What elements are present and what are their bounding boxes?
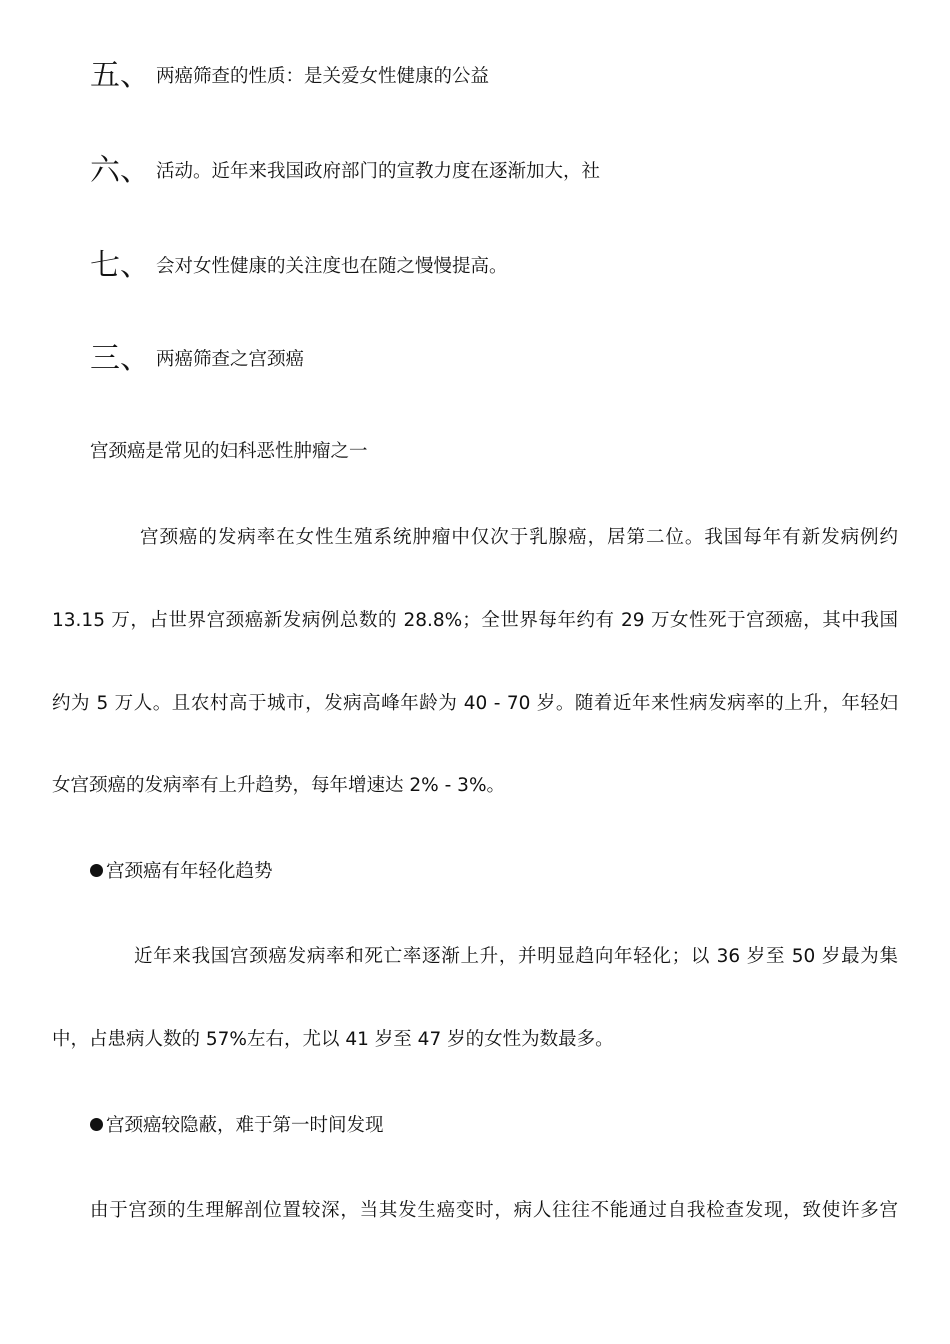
- heading-six: [90, 153, 601, 188]
- paragraph-line: 近年来我国宫颈癌发病率和死亡率逐渐上升，并明显趋向年轻化；以 36 岁至 50 岁最为集: [134, 946, 898, 967]
- heading-number: 六、: [90, 153, 150, 188]
- paragraph-line: 中，占患病人数的 57%左右，尤以 41 岁至 47 岁的女性为数最多。: [52, 1029, 614, 1050]
- paragraph-line: 由于宫颈的生理解剖位置较深，当其发生癌变时，病人往往不能通过自我检查发现，致使许多宫: [90, 1200, 898, 1221]
- heading-number: 七、: [90, 248, 150, 283]
- bullet-text: 宫颈癌有年轻化趋势: [106, 861, 273, 882]
- heading-text: 活动。近年来我国政府部门的宣教力度在逐渐加大，社: [156, 161, 601, 182]
- heading-number: 三、: [90, 341, 150, 376]
- heading-three: [90, 341, 305, 376]
- bullet-item: [90, 860, 273, 884]
- paragraph-line: 女宫颈癌的发病率有上升趋势，每年增速达 2% - 3%。: [52, 775, 506, 796]
- heading-number: 五、: [90, 58, 150, 93]
- heading-text: 两癌筛查的性质：是关爱女性健康的公益: [156, 66, 490, 87]
- heading-text: 会对女性健康的关注度也在随之慢慢提高。: [156, 256, 508, 277]
- intro-line: 宫颈癌是常见的妇科恶性肿瘤之一: [90, 441, 368, 462]
- heading-five: [90, 58, 490, 93]
- paragraph-line: 宫颈癌的发病率在女性生殖系统肿瘤中仅次于乳腺癌，居第二位。我国每年有新发病例约: [140, 527, 898, 548]
- paragraph-line: 约为 5 万人。且农村高于城市，发病高峰年龄为 40 - 70 岁。随着近年来性病发病率的上升，年轻妇: [52, 693, 898, 714]
- paragraph-line: 13.15 万，占世界宫颈癌新发病例总数的 28.8%；全世界每年约有 29 万女性死于宫颈癌，其中我国: [52, 610, 898, 631]
- bullet-dot-icon: [90, 864, 103, 877]
- bullet-dot-icon: [90, 1118, 103, 1131]
- heading-text: 两癌筛查之宫颈癌: [156, 349, 305, 370]
- bullet-text: 宫颈癌较隐蔽，难于第一时间发现: [106, 1115, 384, 1136]
- heading-seven: [90, 248, 508, 283]
- bullet-item: [90, 1114, 384, 1138]
